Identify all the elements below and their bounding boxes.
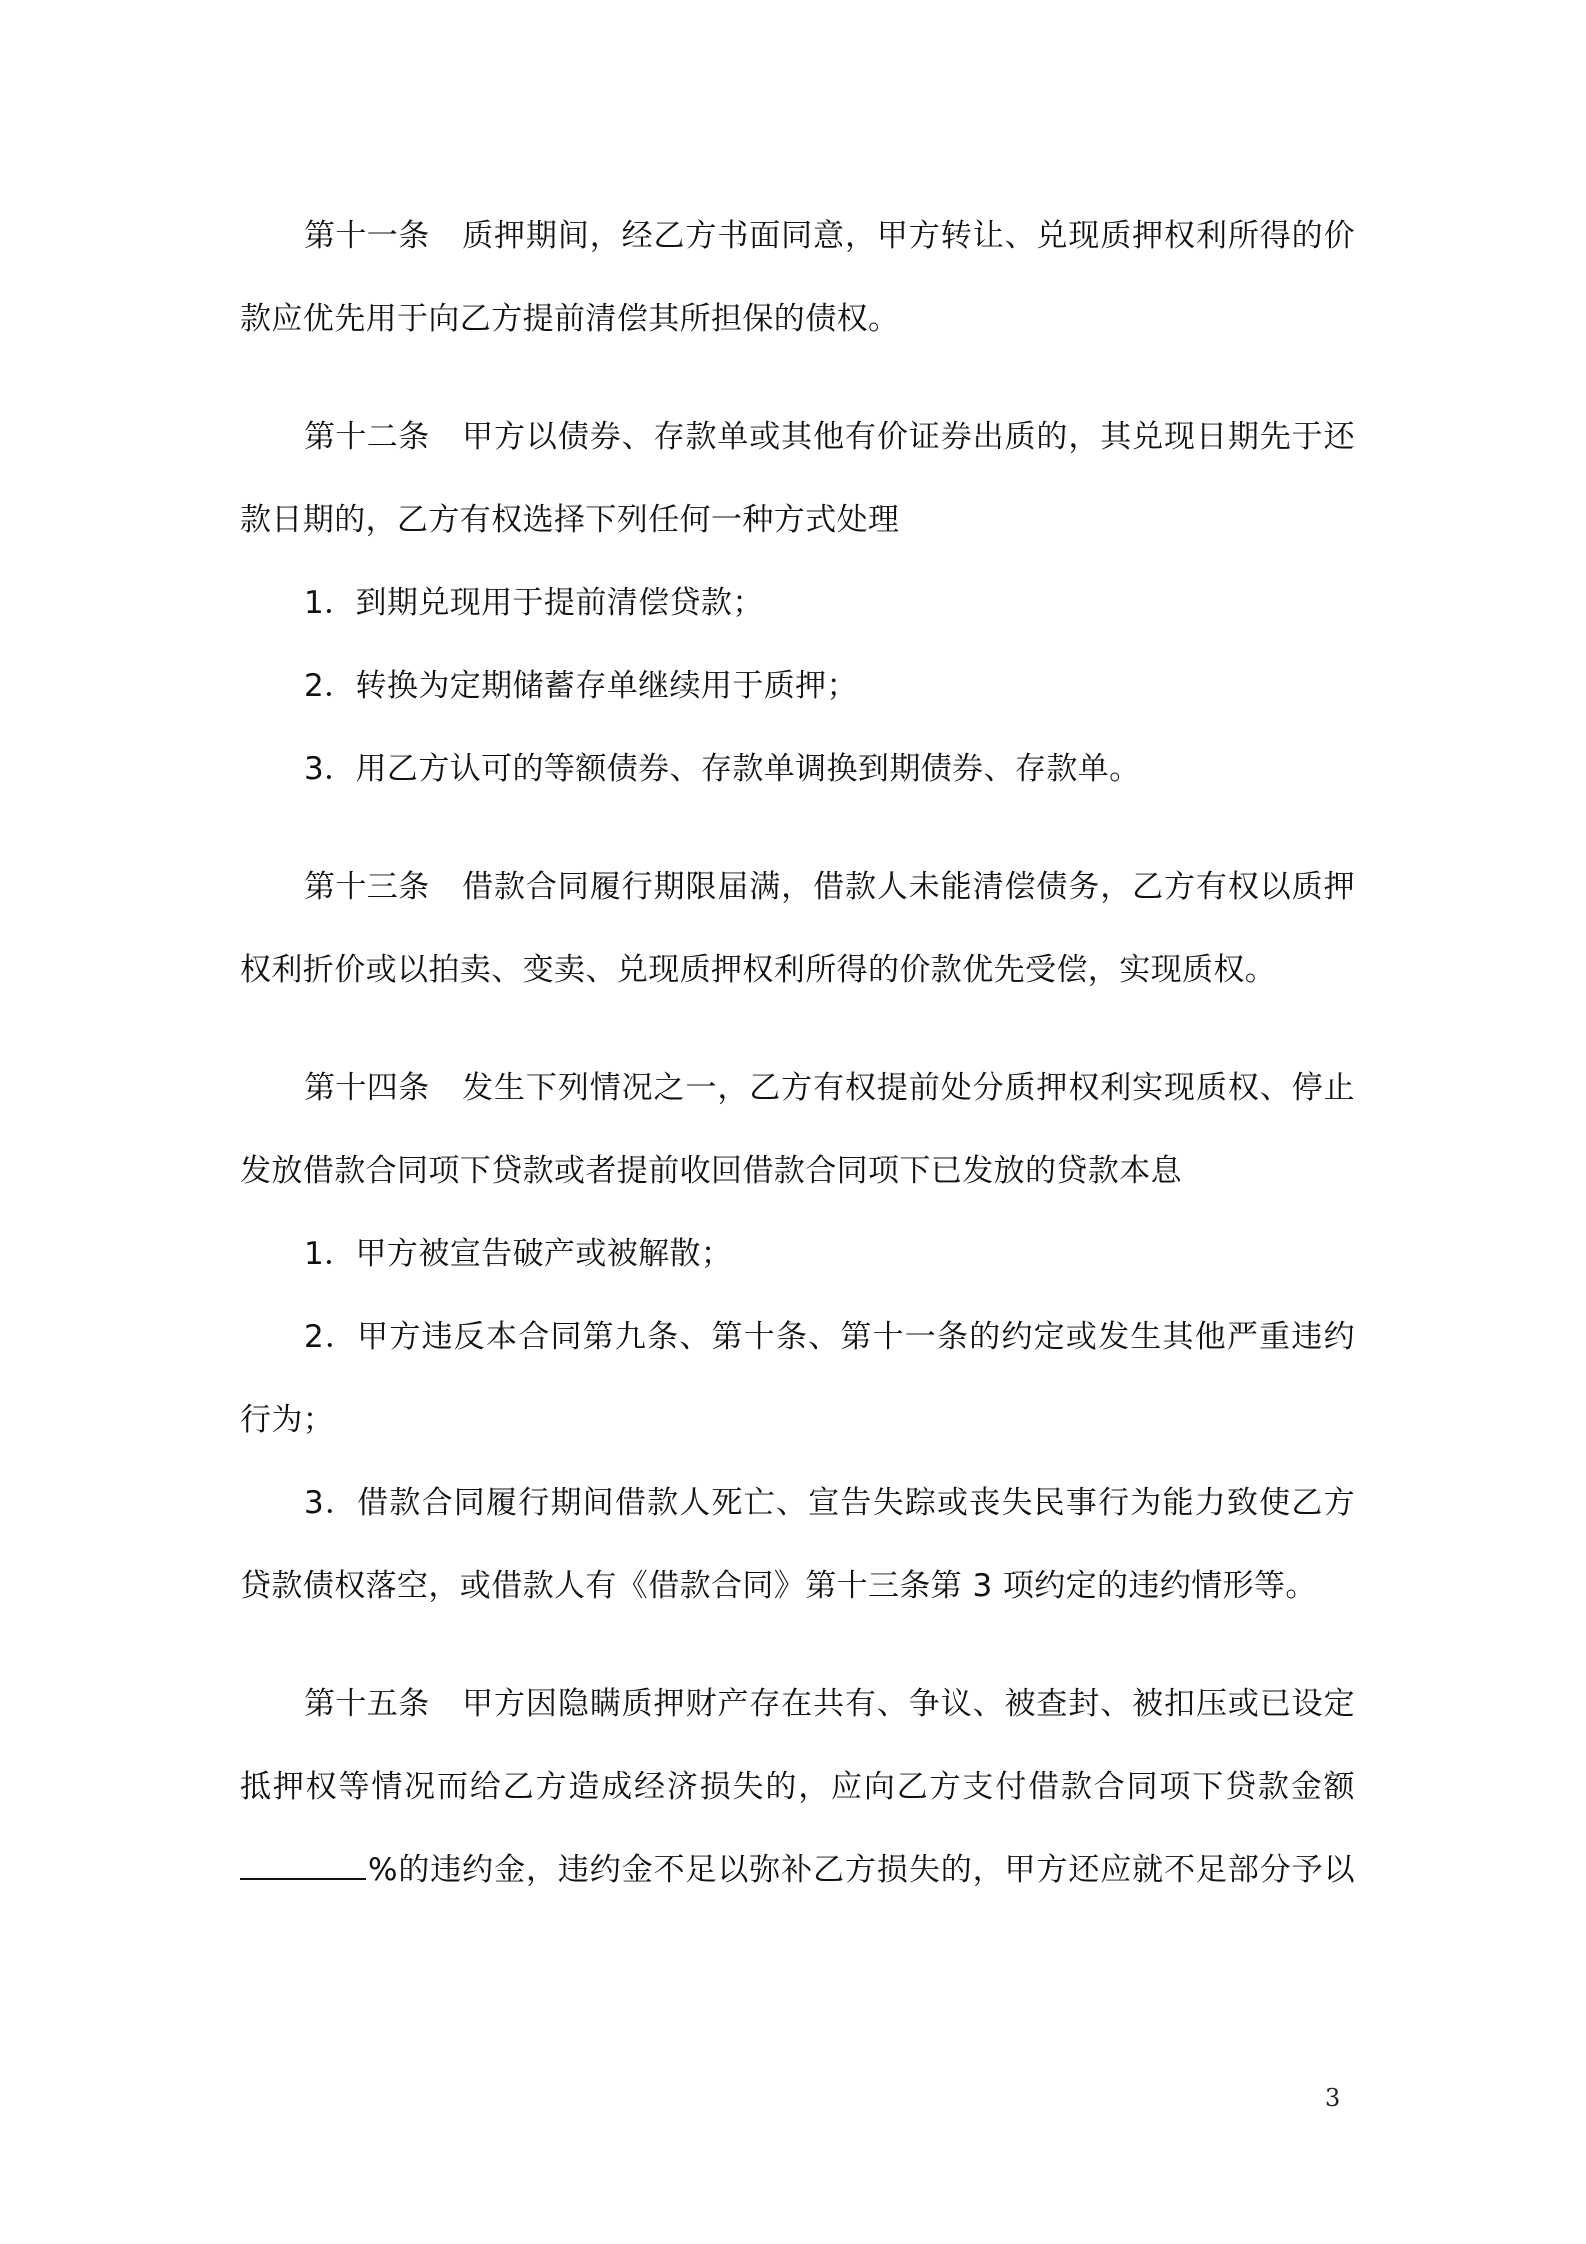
paragraph-gap [240,361,1355,396]
paragraph-line [240,846,1355,929]
article-text: 甲方以债券、存款单或其他有价证券出质的，其兑现日期先于还 [461,419,1355,455]
page-number: 3 [1325,2084,1341,2112]
contract-body [240,195,1355,1912]
paragraph-line [240,1829,1355,1912]
article-number: 第十二条 [304,419,430,455]
paragraph-gap [240,811,1355,846]
paragraph-line [240,195,1355,278]
article-11 [240,195,1355,361]
paragraph-line [240,396,1355,479]
list-item: 1．甲方被宣告破产或被解散； [304,1236,733,1272]
paragraph-line: 款日期的，乙方有权选择下列任何一种方式处理 [240,502,900,538]
paragraph-line: 权利折价或以拍卖、变卖、兑现质押权利所得的价款优先受偿，实现质权。 [240,952,1277,988]
article-number: 第十一条 [304,218,430,254]
list-item: 2．甲方违反本合同第九条、第十条、第十一条的约定或发生其他严重违约 [304,1319,1355,1355]
article-text: 质押期间，经乙方书面同意，甲方转让、兑现质押权利所得的价 [461,218,1355,254]
fill-in-blank [240,1854,366,1880]
article-number: 第十三条 [304,869,430,905]
article-text: 借款合同履行期限届满，借款人未能清偿债务，乙方有权以质押 [461,869,1355,905]
article-number: 第十四条 [304,1070,430,1106]
article-number: 第十五条 [304,1686,430,1722]
list-item: 3．借款合同履行期间借款人死亡、宣告失踪或丧失民事行为能力致使乙方 [304,1485,1355,1521]
article-15 [240,1663,1355,1912]
paragraph-line [240,1663,1355,1746]
list-item-continuation: 行为； [240,1402,335,1438]
paragraph-line: 抵押权等情况而给乙方造成经济损失的，应向乙方支付借款合同项下贷款金额 [240,1769,1355,1805]
article-13 [240,846,1355,1012]
paragraph-gap [240,1012,1355,1047]
list-item: 1．到期兑现用于提前清偿贷款； [304,585,764,621]
article-14 [240,1047,1355,1628]
article-12 [240,396,1355,811]
article-text: %的违约金，违约金不足以弥补乙方损失的，甲方还应就不足部分予以 [368,1852,1355,1888]
list-item: 3．用乙方认可的等额债券、存款单调换到期债券、存款单。 [304,751,1141,787]
paragraph-line [240,1047,1355,1130]
paragraph-gap [240,1628,1355,1663]
paragraph-line: 发放借款合同项下贷款或者提前收回借款合同项下已发放的贷款本息 [240,1153,1182,1189]
list-item-continuation: 贷款债权落空，或借款人有《借款合同》第十三条第 3 项约定的违约情形等。 [240,1568,1317,1604]
list-item: 2．转换为定期储蓄存单继续用于质押； [304,668,858,704]
paragraph-line: 款应优先用于向乙方提前清偿其所担保的债权。 [240,301,900,337]
article-text: 发生下列情况之一，乙方有权提前处分质押权利实现质权、停止 [461,1070,1355,1106]
article-text: 甲方因隐瞒质押财产存在共有、争议、被查封、被扣压或已设定 [461,1686,1355,1722]
